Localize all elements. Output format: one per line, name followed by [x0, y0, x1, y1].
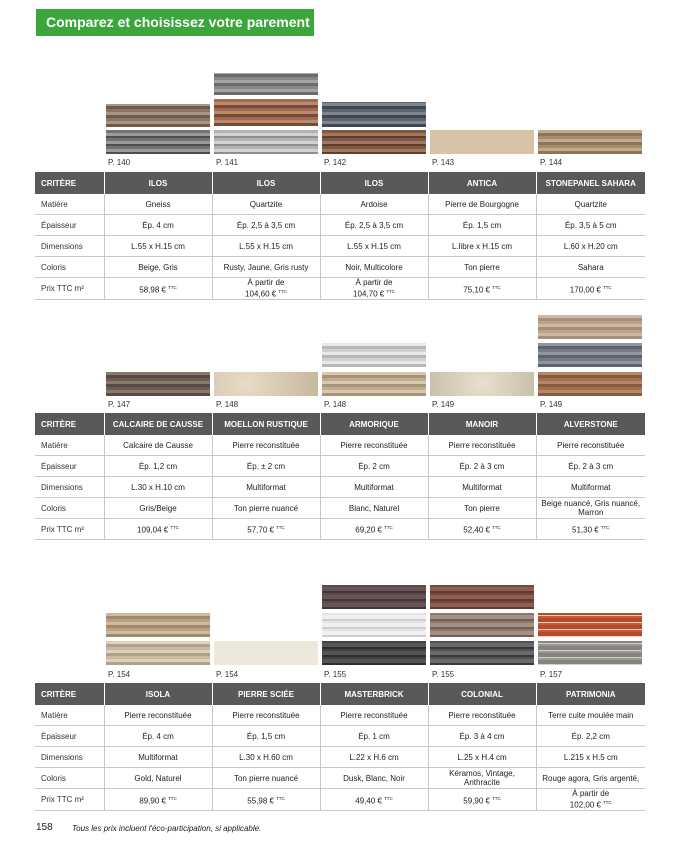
swatch-isola-1: [106, 613, 210, 637]
cell: Gneiss: [104, 194, 212, 215]
cell: Ép. 1,5 cm: [428, 215, 536, 236]
col-header: PATRIMONIA: [536, 683, 645, 705]
price-cell: [212, 789, 320, 811]
page-ref: P. 154: [108, 670, 131, 679]
row-label: Épaisseur: [35, 456, 104, 477]
cell: Pierre reconstituée: [428, 435, 536, 456]
cell: Pierre reconstituée: [212, 705, 320, 726]
cell: Ton pierre nuancé: [212, 498, 320, 519]
cell: Ép. 1,5 cm: [212, 726, 320, 747]
ttc-mark: TTC: [600, 525, 610, 531]
col-header: ISOLA: [104, 683, 212, 705]
cell: Gold, Naturel: [104, 768, 212, 789]
cell: L.30 x H.60 cm: [212, 747, 320, 768]
cell: L.55 x H.15 cm: [212, 236, 320, 257]
price-cell: [212, 519, 320, 540]
cell: Ardoise: [320, 194, 428, 215]
cell: L.55 x H.15 cm: [320, 236, 428, 257]
ttc-mark: TTC: [602, 284, 612, 290]
cell: Rusty, Jaune, Gris rusty: [212, 257, 320, 278]
row-label: Épaisseur: [35, 215, 104, 236]
ttc-mark: TTC: [491, 284, 501, 290]
price: 52,40 €: [463, 525, 490, 535]
swatch-masterbrick-3: [322, 641, 426, 665]
price-cell: [320, 789, 428, 811]
cell: Beige, Gris: [104, 257, 212, 278]
cell: Ép. 2,2 cm: [536, 726, 645, 747]
ttc-mark: TTC: [275, 795, 285, 801]
price: 104,60 €: [245, 289, 277, 299]
cell: Multiformat: [536, 477, 645, 498]
comparison-table-2: [35, 413, 645, 540]
price-prefix: À partir de: [572, 789, 610, 798]
cell: Ép. 1 cm: [320, 726, 428, 747]
table-row: [35, 519, 645, 540]
cell: Ép. 2 à 3 cm: [536, 456, 645, 477]
row-label: Matière: [35, 435, 104, 456]
swatch-antica: [430, 130, 534, 154]
comparison-table-3: [35, 683, 645, 811]
cell: L.30 x H.10 cm: [104, 477, 212, 498]
swatch-patrimonia-1: [538, 613, 642, 637]
cell: L.60 x H.20 cm: [536, 236, 645, 257]
cell: Rouge agora, Gris argenté,: [536, 768, 645, 789]
cell: Quartzite: [212, 194, 320, 215]
ttc-mark: TTC: [170, 525, 179, 531]
col-header: MASTERBRICK: [320, 683, 428, 705]
cell: Ép. 3 à 4 cm: [428, 726, 536, 747]
price-cell: [212, 278, 320, 300]
page-number: 158: [36, 822, 53, 833]
ttc-mark: TTC: [167, 795, 177, 801]
cell: Ép. 3,5 à 5 cm: [536, 215, 645, 236]
table-row: [35, 726, 645, 747]
swatch-alverstone-3: [538, 372, 642, 396]
cell: Terre cuite moulée main: [536, 705, 645, 726]
swatch-ilos-quartzite-3: [214, 130, 318, 154]
row-label: Prix TTC m²: [35, 519, 104, 540]
cell: Multiformat: [428, 477, 536, 498]
col-header: STONEPANEL SAHARA: [536, 172, 645, 194]
swatch-colonial-2: [430, 613, 534, 637]
row-label: Dimensions: [35, 236, 104, 257]
cell: Ép. 4 cm: [104, 215, 212, 236]
ttc-mark: TTC: [386, 289, 395, 294]
row-label: Matière: [35, 705, 104, 726]
price: 104,70 €: [353, 289, 385, 299]
row-label: Dimensions: [35, 747, 104, 768]
price: 75,10 €: [463, 285, 490, 295]
cell: Ton pierre: [428, 498, 536, 519]
table-row: [35, 705, 645, 726]
ttc-mark: TTC: [491, 525, 501, 531]
price-cell: [428, 789, 536, 811]
table-row: [35, 789, 645, 811]
cell: Ép. 2,5 à 3,5 cm: [212, 215, 320, 236]
cell: Quartzite: [536, 194, 645, 215]
table-row: [35, 278, 645, 300]
price: 69,20 €: [355, 525, 382, 535]
col-header: ALVERSTONE: [536, 413, 645, 435]
swatch-ilos-ardoise-1: [322, 102, 426, 127]
cell: Ép. 2,5 à 3,5 cm: [320, 215, 428, 236]
row-label: Matière: [35, 194, 104, 215]
cell: L.25 x H.4 cm: [428, 747, 536, 768]
price-cell: [104, 789, 212, 811]
swatch-armorique-2: [322, 372, 426, 396]
cell: L.215 x H.5 cm: [536, 747, 645, 768]
col-header: MOELLON RUSTIQUE: [212, 413, 320, 435]
row-label: Prix TTC m²: [35, 789, 104, 811]
cell: L.22 x H.6 cm: [320, 747, 428, 768]
price: 102,00 €: [569, 800, 601, 810]
price-cell: [428, 519, 536, 540]
footnote: Tous les prix incluent l'éco-participation, si applicable.: [72, 824, 262, 833]
row-label: Épaisseur: [35, 726, 104, 747]
table-row: [35, 215, 645, 236]
ttc-mark: TTC: [491, 795, 501, 801]
table-row: [35, 456, 645, 477]
price: 170,00 €: [569, 285, 601, 295]
table-row: [35, 747, 645, 768]
page-ref: P. 141: [216, 158, 239, 167]
swatch-colonial-3: [430, 641, 534, 665]
swatch-armorique-1: [322, 343, 426, 367]
cell: Multiformat: [212, 477, 320, 498]
page-ref: P. 143: [432, 158, 455, 167]
price-cell: [536, 278, 645, 300]
swatch-ilos-gneiss-2: [106, 130, 210, 154]
swatch-pierre-sciee: [214, 641, 318, 665]
col-header: ARMORIQUE: [320, 413, 428, 435]
page-header: [36, 9, 314, 36]
col-header: ANTICA: [428, 172, 536, 194]
cell: Pierre reconstituée: [104, 705, 212, 726]
price-cell: [320, 278, 428, 300]
cell: Noir, Multicolore: [320, 257, 428, 278]
cell: Ép. 4 cm: [104, 726, 212, 747]
col-header: ILOS: [104, 172, 212, 194]
swatch-ilos-quartzite-1: [214, 73, 318, 95]
cell: Dusk, Blanc, Noir: [320, 768, 428, 789]
cell: Beige nuancé, Gris nuancé, Marron: [536, 498, 645, 519]
ttc-mark: TTC: [383, 795, 393, 801]
swatch-ilos-quartzite-2: [214, 99, 318, 126]
price-cell: [320, 519, 428, 540]
row-label: Coloris: [35, 498, 104, 519]
swatch-alverstone-1: [538, 315, 642, 339]
cell: Pierre reconstituée: [536, 435, 645, 456]
header-critere: CRITÈRE: [35, 172, 104, 194]
swatch-ilos-ardoise-2: [322, 130, 426, 154]
col-header: COLONIAL: [428, 683, 536, 705]
page-title: Comparez et choisissez votre parement: [46, 14, 310, 30]
swatch-masterbrick-1: [322, 585, 426, 609]
page-ref: P. 142: [324, 158, 347, 167]
cell: Pierre reconstituée: [320, 705, 428, 726]
swatch-masterbrick-2: [322, 613, 426, 637]
page-ref: P. 147: [108, 400, 131, 409]
price: 51,30 €: [572, 525, 599, 535]
cell: Ton pierre: [428, 257, 536, 278]
swatch-alverstone-2: [538, 343, 642, 367]
cell: Gris/Beige: [104, 498, 212, 519]
page-ref: P. 149: [432, 400, 455, 409]
price: 89,90 €: [139, 796, 166, 806]
cell: Blanc, Naturel: [320, 498, 428, 519]
row-label: Coloris: [35, 257, 104, 278]
price-prefix: À partir de: [247, 278, 285, 287]
header-critere: CRITÈRE: [35, 413, 104, 435]
col-header: CALCAIRE DE CAUSSE: [104, 413, 212, 435]
page-ref: P. 148: [216, 400, 239, 409]
cell: Pierre de Bourgogne: [428, 194, 536, 215]
swatch-stonepanel-sahara: [538, 130, 642, 154]
table-row: [35, 236, 645, 257]
cell: L.55 x H.15 cm: [104, 236, 212, 257]
ttc-mark: TTC: [167, 284, 177, 290]
ttc-mark: TTC: [278, 289, 287, 294]
ttc-mark: TTC: [383, 525, 393, 531]
cell: Ép. 2 cm: [320, 456, 428, 477]
swatch-moellon-rustique: [214, 372, 318, 396]
table-row: [35, 498, 645, 519]
cell: Pierre reconstituée: [428, 705, 536, 726]
price-cell: [104, 519, 212, 540]
table-row: [35, 194, 645, 215]
price-cell: [104, 278, 212, 300]
page-ref: P. 155: [324, 670, 347, 679]
page-ref: P. 148: [324, 400, 347, 409]
col-header: ILOS: [320, 172, 428, 194]
price-cell: [428, 278, 536, 300]
table-row: [35, 435, 645, 456]
price-prefix: À partir de: [355, 278, 393, 287]
table-row: [35, 768, 645, 789]
header-critere: CRITÈRE: [35, 683, 104, 705]
cell: Ép. ± 2 cm: [212, 456, 320, 477]
swatch-ilos-gneiss-1: [106, 104, 210, 127]
cell: Multiformat: [320, 477, 428, 498]
ttc-mark: TTC: [602, 800, 612, 805]
price: 49,40 €: [355, 796, 382, 806]
cell: Pierre reconstituée: [212, 435, 320, 456]
page-ref: P. 155: [432, 670, 455, 679]
cell: Pierre reconstituée: [320, 435, 428, 456]
price-cell: [536, 519, 645, 540]
swatch-patrimonia-2: [538, 641, 642, 665]
cell: Sahara: [536, 257, 645, 278]
cell: Ton pierre nuancé: [212, 768, 320, 789]
table-row: [35, 477, 645, 498]
page-ref: P. 157: [540, 670, 563, 679]
row-label: Prix TTC m²: [35, 278, 104, 300]
price: 55,98 €: [247, 796, 274, 806]
cell: L.libre x H.15 cm: [428, 236, 536, 257]
cell: Calcaire de Causse: [104, 435, 212, 456]
page-ref: P. 140: [108, 158, 131, 167]
swatch-isola-2: [106, 641, 210, 665]
col-header: MANOIR: [428, 413, 536, 435]
cell: Multiformat: [104, 747, 212, 768]
swatch-manoir: [430, 372, 534, 396]
price: 59,90 €: [463, 796, 490, 806]
row-label: Dimensions: [35, 477, 104, 498]
cell: Ép. 2 à 3 cm: [428, 456, 536, 477]
swatch-colonial-1: [430, 585, 534, 609]
table-row: [35, 257, 645, 278]
price: 57,70 €: [247, 525, 274, 535]
col-header: PIERRE SCIÉE: [212, 683, 320, 705]
ttc-mark: TTC: [275, 525, 285, 531]
swatch-calcaire-de-causse: [106, 372, 210, 396]
page-ref: P. 149: [540, 400, 563, 409]
cell: Kéramos, Vintage, Anthracite: [428, 768, 536, 789]
row-label: Coloris: [35, 768, 104, 789]
page-ref: P. 144: [540, 158, 563, 167]
cell: Ép. 1,2 cm: [104, 456, 212, 477]
comparison-table-1: [35, 172, 645, 300]
price: 109,04 €: [137, 525, 169, 535]
page-ref: P. 154: [216, 670, 239, 679]
price-cell: [536, 789, 645, 811]
price: 58,98 €: [139, 285, 166, 295]
col-header: ILOS: [212, 172, 320, 194]
